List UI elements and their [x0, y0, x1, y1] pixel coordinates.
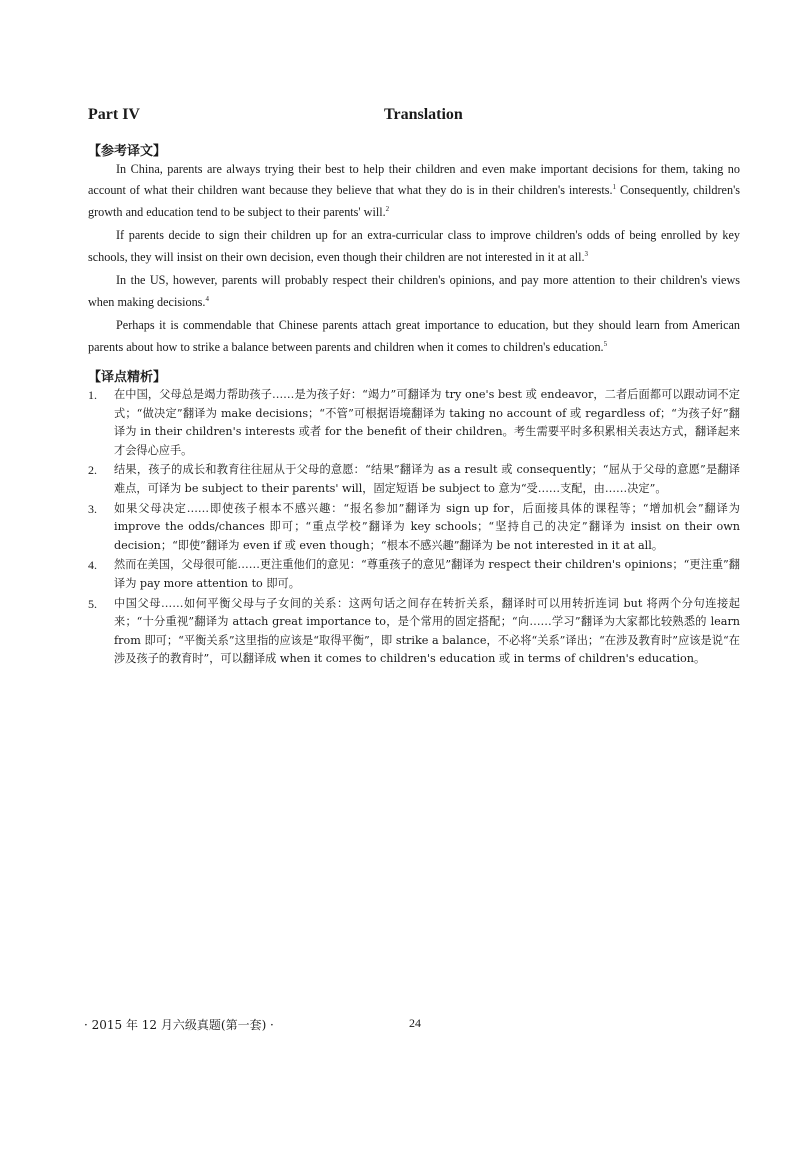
analysis-heading: 【译点精析】 [88, 370, 167, 385]
item-text: 在中国，父母总是竭力帮助孩子……是为孩子好：“竭力”可翻译为 try one's best 或 endeavor，二者后面都可以跟动词不定式；“做决定”翻译为 make decisions；“不管”可根据语境翻译为 taking no account of 或 regardless of；“为孩子好”翻译为 in their children's interests 或者 for the benefit of their children。考生需要平时多积累相关表达方式，翻译起来才会得心应手。 [114, 388, 740, 457]
paragraph-text: In the US, however, parents will probably respect their children's opinions, and pay more attention to their children's views when making decisions. [88, 273, 740, 309]
item-text: 然而在美国，父母很可能……更注重他们的意见：“尊重孩子的意见”翻译为 respect their children's opinions；“更注重”翻译为 pay more attention to 即可。 [114, 558, 740, 590]
analysis-item [88, 595, 740, 669]
translation-paragraph [88, 226, 740, 266]
item-number: 3. [88, 501, 97, 516]
analysis-item [88, 500, 740, 556]
paragraph-text: If parents decide to sign their children up for an extra-curricular class to improve children's odds of being enrolled by key schools, they will insist on their own decision, even though their children are not interested in it at all. [88, 228, 740, 264]
footnote-mark: 4 [205, 294, 209, 303]
section-header [88, 106, 738, 132]
footnote-mark: 5 [603, 339, 608, 348]
item-number: 4. [88, 558, 97, 573]
reference-heading: 【参考译文】 [88, 144, 167, 159]
exam-source: · 2015 年 12 月六级真题(第一套) · [84, 1018, 274, 1032]
item-text: 中国父母……如何平衡父母与子女间的关系：这两句话之间存在转折关系，翻译时可以用转折连词 but 将两个分句连接起来；“十分重视”翻译为 attach great importance to，是个常用的固定搭配；“向……学习”翻译为大家都比较熟悉的 learn from 即可；“平衡关系”这里指的应该是“取得平衡”，即 strike a balance，不必将“关系”译出；“在涉及教育时”应该是说“在涉及孩子的教育时”，可以翻译成 when it comes to children's education 或 in terms of children's education。 [114, 596, 740, 666]
analysis-item [88, 461, 740, 498]
reference-translation [88, 160, 740, 361]
paragraph-text: In China, parents are always trying their best to help their children and even make important decisions for them, taking no account of what their children want because they believe that what they do is in their children's interests. [88, 162, 740, 198]
analysis-list [88, 386, 740, 670]
item-number: 2. [88, 463, 97, 478]
analysis-item [88, 556, 740, 593]
item-number: 1. [88, 388, 97, 402]
section-title: Translation [384, 106, 463, 123]
paragraph-text: Perhaps it is commendable that Chinese parents attach great importance to education, but they should learn from American parents about how to strike a balance between parents and children when it comes to children's education. [88, 318, 740, 354]
footnote-mark: 1 [612, 183, 617, 192]
translation-paragraph [88, 271, 740, 311]
paragraph-text: Consequently, children's growth and education tend to be subject to their parents' will. [88, 183, 741, 219]
translation-paragraph [88, 160, 740, 221]
analysis-item [88, 386, 740, 460]
item-number: 5. [88, 596, 97, 611]
part-label: Part IV [88, 106, 140, 123]
translation-paragraph [88, 316, 740, 356]
footnote-mark: 2 [385, 204, 390, 213]
footnote-mark: 3 [584, 249, 589, 258]
item-text: 结果，孩子的成长和教育往往屈从于父母的意愿：“结果”翻译为 as a result 或 consequently；“屈从于父母的意愿”是翻译难点，可译为 be subject to their parents' will，固定短语 be subject to 意为“受……支配，由……决定”。 [114, 463, 740, 495]
item-text: 如果父母决定……即使孩子根本不感兴趣：“报名参加”翻译为 sign up for，后面接具体的课程等；“增加机会”翻译为 improve the odds/chances 即可；“重点学校”翻译为 key schools；“坚持自己的决定”翻译为 insist on their own decision；“即使”翻译为 even if 或 even though；“根本不感兴趣”翻译为 be not interested in it at all。 [114, 501, 740, 552]
page-number: 24 [409, 1016, 421, 1030]
